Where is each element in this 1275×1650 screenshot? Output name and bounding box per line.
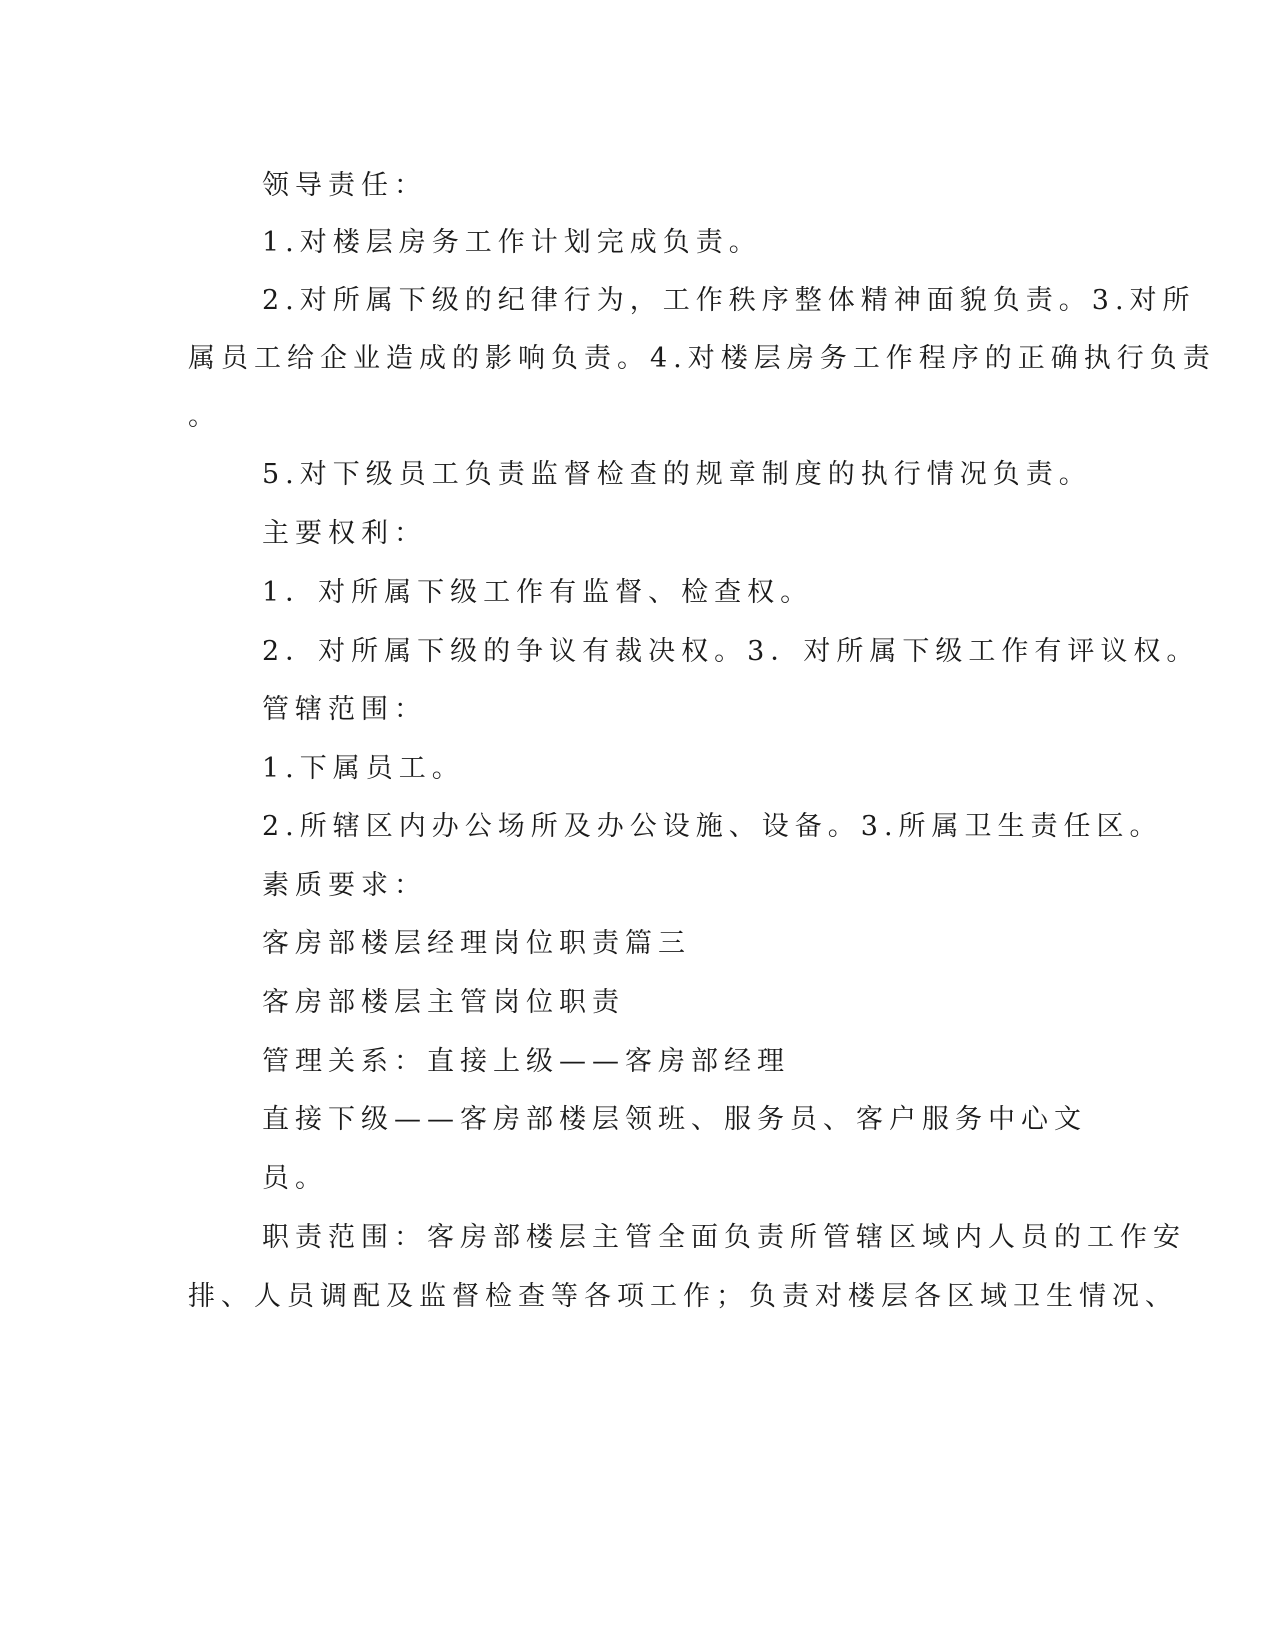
rights-item-2: 2．对所属下级的争议有裁决权。3．对所属下级工作有评议权。	[262, 636, 1200, 667]
management-relation-subordinate-continued: 员。	[262, 1163, 328, 1194]
responsibility-scope-continued: 排、人员调配及监督检查等各项工作；负责对楼层各区域卫生情况、	[188, 1281, 1178, 1312]
leadership-item-2: 2.对所属下级的纪律行为，工作秩序整体精神面貌负责。3.对所	[262, 285, 1196, 316]
heading-main-rights: 主要权利：	[262, 518, 427, 549]
heading-leadership-responsibility: 领导责任：	[262, 170, 427, 201]
leadership-item-1: 1.对楼层房务工作计划完成负责。	[262, 227, 762, 258]
management-relation-subordinate: 直接下级——客房部楼层领班、服务员、客户服务中心文	[262, 1104, 1087, 1135]
management-relation-superior: 管理关系：直接上级——客房部经理	[262, 1046, 790, 1077]
jurisdiction-item-2: 2.所辖区内办公场所及办公设施、设备。3.所属卫生责任区。	[262, 811, 1163, 842]
leadership-item-5: 5.对下级员工负责监督检查的规章制度的执行情况负责。	[262, 459, 1092, 490]
leadership-item-4-ending: 。	[188, 401, 221, 432]
jurisdiction-item-1: 1.下属员工。	[262, 753, 465, 784]
heading-quality-requirements: 素质要求：	[262, 870, 427, 901]
responsibility-scope: 职责范围：客房部楼层主管全面负责所管辖区域内人员的工作安	[262, 1222, 1186, 1253]
subsection-title-floor-supervisor: 客房部楼层主管岗位职责	[262, 987, 625, 1018]
section-title-part-three: 客房部楼层经理岗位职责篇三	[262, 928, 691, 959]
leadership-item-2-continued: 属员工给企业造成的影响负责。4.对楼层房务工作程序的正确执行负责	[188, 343, 1216, 374]
rights-item-1: 1．对所属下级工作有监督、检查权。	[262, 577, 814, 608]
heading-jurisdiction: 管辖范围：	[262, 694, 427, 725]
